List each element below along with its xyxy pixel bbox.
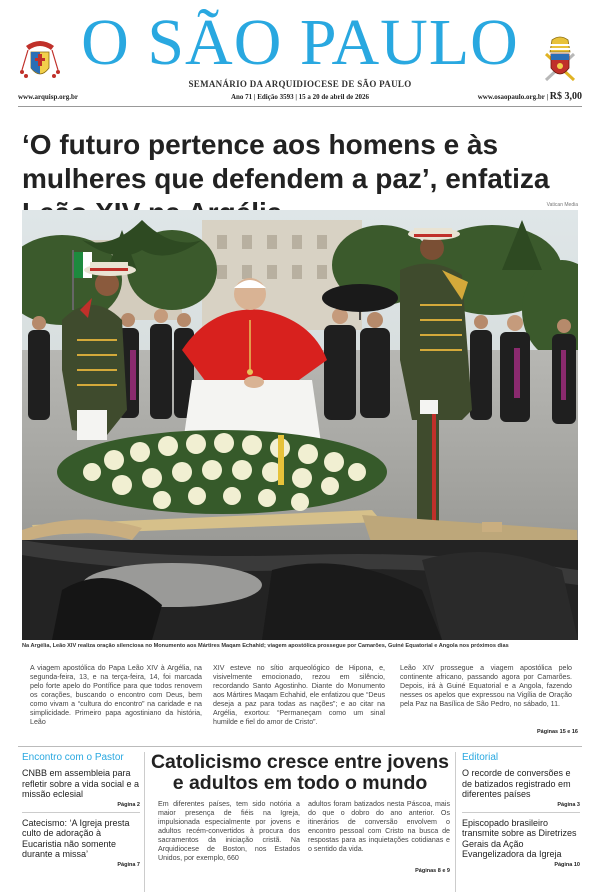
price-block (478, 91, 582, 102)
photo-credit: Vatican Media (546, 202, 578, 208)
lead-story-column-3: Leão XIV prossegue a viagem apostólica pelo continente africano, passando agora por Camarões. Depois, irá à Guiné Equatorial e a Angola, fazendo nesses os apelos que expressou na Vigília de Oração pela Paz na Basílica de São Pedro, no sábado, 11. (400, 664, 572, 708)
column-divider-left (144, 752, 145, 892)
edition-info: Ano 71 | Edição 3593 | 15 a 20 de abril de 2026 (230, 93, 370, 101)
feature-text (150, 800, 450, 880)
right-sidebar-item-1[interactable]: O recorde de conversões e de batizados registrado em diferentes países (462, 768, 571, 799)
feature-page-ref[interactable]: Páginas 8 e 9 (415, 868, 450, 874)
column-divider-right (455, 752, 456, 892)
feature-headline[interactable]: Catolicismo cresce entre jovens e adultos em todo o mundo (150, 751, 450, 794)
lead-story-column-2: XIV esteve no sítio arqueológico de Hipona, e, visivelmente emocionado, rezou em silêncio, recordando Santo Agostinho. Diante do Monumento aos Mártires Maqam Echahid, ele enfatizou que “Deus deseja a paz para todas as nações”; e ao citar na Argélia, exortou: “Permaneçam como um sinal humilde e fiel do amor de Cristo”. (213, 664, 385, 726)
left-sidebar-item-1-ref: Página 2 (22, 802, 140, 813)
lead-story-text (30, 664, 580, 744)
edition-row (18, 93, 582, 105)
right-sidebar-item-1-ref: Página 3 (462, 802, 580, 813)
lead-story-column-1: A viagem apostólica do Papa Leão XIV à Argélia, na segunda-feira, 13, e na terça-feira, 14, foi marcada pelo forte apelo do Pontífice para que todos renovem os corações, buscando o encontro com Deus, bem como vivam a “cultura do encontro” na caridade e na simplicidade. Primeiro papa agostiniano da história, Leão (30, 664, 202, 726)
main-headline[interactable]: ‘O futuro pertence aos homens e às mulheres que defendem a paz’, enfatiza (22, 129, 550, 194)
newspaper-title: O SÃO PAULO (81, 6, 519, 79)
feature-column-1: Em diferentes países, tem sido notória a maior presença de fiéis na Igreja, impulsionada especialmente por jovens e adultos recém-convertidos à procura dos sacramentos da iniciação cristã. Na Arquidiocese de Boston, nos Estados Unidos, por exemplo, 660 (158, 800, 300, 862)
left-sidebar (22, 752, 140, 872)
feature-column-2: adultos foram batizados nesta Páscoa, mais do que o dobro do ano anterior. Os itinerários de conversão envolvem o encontro pessoal com Cristo na busca de respostas para as inquietações cotidianas e o sentido da vida. (308, 800, 450, 853)
photo-caption (22, 643, 578, 650)
arquidiocese-website-link[interactable]: www.arquisp.org.br (18, 93, 78, 101)
lead-photo[interactable] (22, 210, 578, 640)
newspaper-website-link[interactable]: www.osaopaulo.org.br | (477, 93, 549, 101)
right-sidebar-item-2-ref: Página 10 (554, 861, 580, 868)
price: R$ 3,00 (549, 91, 582, 102)
right-sidebar-title: Editorial (462, 752, 499, 763)
newspaper-subtitle: SEMANÁRIO DA ARQUIDIOCESE DE SÃO PAULO (188, 79, 412, 89)
section-divider (18, 746, 582, 747)
lead-photo-illustration (22, 210, 578, 640)
left-sidebar-item-2-ref: Página 7 (117, 861, 140, 868)
masthead-divider (18, 106, 582, 107)
masthead (0, 0, 600, 104)
photo-caption-text: Na Argélia, Leão XIV realiza oração silenciosa no Monumento aos Mártires Maqam Echahid; viagem apostólica prossegue por Camarões, Guiné Equatorial e Angola nos próximos dias (22, 643, 509, 649)
right-sidebar (462, 752, 580, 872)
lead-story-page-ref[interactable]: Páginas 15 e 16 (537, 729, 578, 735)
left-sidebar-item-2[interactable]: Catecismo: ‘A Igreja presta culto de adoração à Eucaristia não somente durante a missa’ (22, 817, 130, 859)
right-sidebar-item-2[interactable]: Episcopado brasileiro transmite sobre as Diretrizes Gerais da Ação Evangelizadora da Igreja (462, 817, 577, 859)
left-sidebar-title: Encontro com o Pastor (22, 752, 124, 763)
feature-story (150, 752, 450, 880)
left-sidebar-item-1[interactable]: CNBB em assembleia para refletir sobre a vida social e a missão eclesial (22, 768, 140, 799)
